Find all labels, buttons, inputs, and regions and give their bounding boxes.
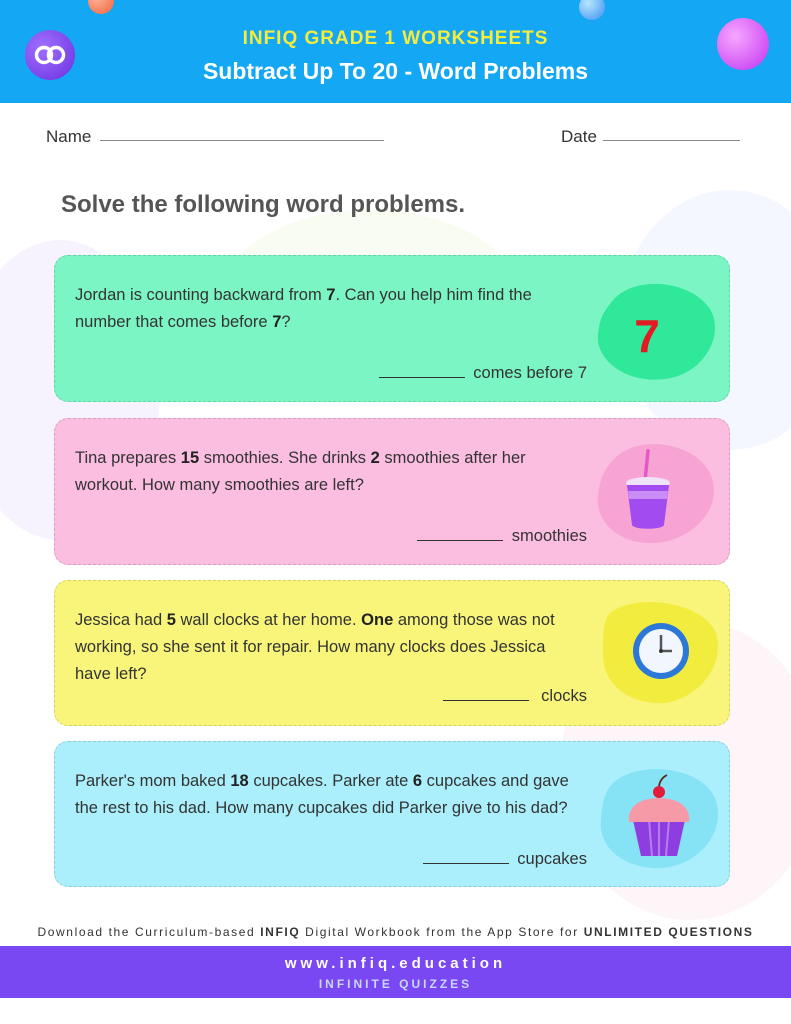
answer-blank[interactable]	[423, 863, 509, 864]
answer-suffix: cupcakes	[517, 850, 587, 868]
clock-pin	[659, 649, 663, 653]
date-field[interactable]	[603, 140, 740, 141]
smoothie-cup-icon	[590, 433, 720, 548]
answer-blank[interactable]	[417, 540, 503, 541]
bold-number: 7	[326, 286, 336, 304]
question-card-3	[54, 580, 730, 726]
answer-suffix: smoothies	[511, 527, 587, 545]
answer-suffix: clocks	[541, 687, 587, 705]
question-text	[75, 445, 585, 499]
cherry	[653, 786, 665, 798]
bold-number: One	[361, 611, 394, 629]
bold-number: 5	[166, 611, 176, 629]
bold-number: 7	[272, 313, 282, 331]
name-label: Name	[46, 127, 92, 146]
text-run: smoothies after her workout. How many smoothies are left?	[75, 449, 526, 494]
answer-line	[379, 364, 587, 383]
text-run: Digital Workbook from the App Store for	[300, 925, 584, 939]
cup-band	[628, 491, 668, 499]
header-banner	[0, 0, 791, 103]
wall-clock-icon	[595, 593, 725, 708]
answer-line	[443, 687, 587, 706]
question-text	[75, 607, 585, 688]
question-text	[75, 768, 585, 822]
answer-blank[interactable]	[443, 700, 529, 701]
question-text	[75, 282, 585, 336]
header-kicker: INFIQ GRADE 1 WORKSHEETS	[242, 28, 549, 49]
bold-number: 18	[230, 772, 249, 790]
footer-tagline: INFINITE QUIZZES	[318, 977, 473, 991]
bold-number: INFIQ	[260, 925, 301, 939]
text-run: ?	[281, 313, 291, 331]
answer-blank[interactable]	[379, 377, 465, 378]
footer-url[interactable]: www.infiq.education	[284, 955, 507, 972]
text-run: Jessica had	[75, 611, 167, 629]
seven-glyph: 7	[634, 310, 660, 362]
bold-number: 15	[180, 449, 200, 467]
question-card-4	[54, 741, 730, 887]
date-label: Date	[561, 127, 597, 146]
footer-note	[0, 925, 791, 939]
answer-line	[417, 527, 587, 546]
bold-number: 6	[412, 772, 423, 790]
text-run: . Can you help him find the number that comes before	[75, 286, 532, 331]
text-run: cupcakes. Parker ate	[248, 772, 413, 790]
bold-number: UNLIMITED QUESTIONS	[583, 925, 754, 939]
text-run: among those was not working, so she sent it for repair. How many clocks does Jessica have left?	[75, 611, 555, 683]
text-run: Parker's mom baked	[75, 772, 231, 790]
text-run: Download the Curriculum-based	[37, 925, 261, 939]
text-run: wall clocks at her home.	[175, 611, 362, 629]
bold-number: 2	[370, 449, 380, 467]
cupcake-icon	[593, 758, 723, 873]
answer-line	[423, 850, 587, 869]
text-run: cupcakes and gave the rest to his dad. How many cupcakes did Parker give to his dad?	[75, 772, 569, 817]
text-run: smoothies. She drinks	[199, 449, 371, 467]
answer-suffix: comes before 7	[473, 364, 587, 382]
question-card-2	[54, 418, 730, 565]
text-run: Tina prepares	[75, 449, 181, 467]
question-card-1	[54, 255, 730, 402]
number-seven-icon	[590, 274, 720, 384]
instructions: Solve the following word problems.	[61, 191, 466, 218]
page-title: Subtract Up To 20 - Word Problems	[202, 58, 589, 84]
text-run: Jordan is counting backward from	[75, 286, 327, 304]
name-field[interactable]	[100, 140, 384, 141]
